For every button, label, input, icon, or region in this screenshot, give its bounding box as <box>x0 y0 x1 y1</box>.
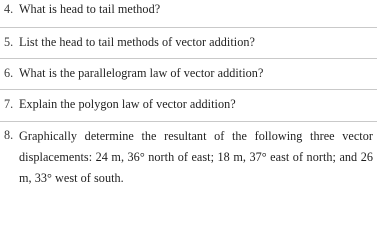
question-item <box>4 64 373 84</box>
question-text: What is head to tail method? <box>19 2 161 16</box>
divider <box>0 58 377 59</box>
divider <box>0 121 377 122</box>
question-item <box>4 126 373 189</box>
question-text: List the head to tail methods of vector addition? <box>19 35 255 49</box>
question-text: Graphically determine the resultant of the following three vector displacements: 24 m, 36° north of east; 18 m, 37° east of north; and 26 m, 33° west of south. <box>19 129 373 185</box>
question-item <box>4 33 373 53</box>
question-number: 5. <box>4 35 14 49</box>
question-text: Explain the polygon law of vector addition? <box>19 97 236 111</box>
question-number: 7. <box>4 97 14 111</box>
question-text: What is the parallelogram law of vector addition? <box>19 66 264 80</box>
question-number: 8. <box>4 128 14 142</box>
divider <box>0 89 377 90</box>
question-number: 6. <box>4 66 14 80</box>
question-item <box>4 0 373 20</box>
question-number: 4. <box>4 2 14 16</box>
divider <box>0 27 377 28</box>
question-item <box>4 95 373 115</box>
